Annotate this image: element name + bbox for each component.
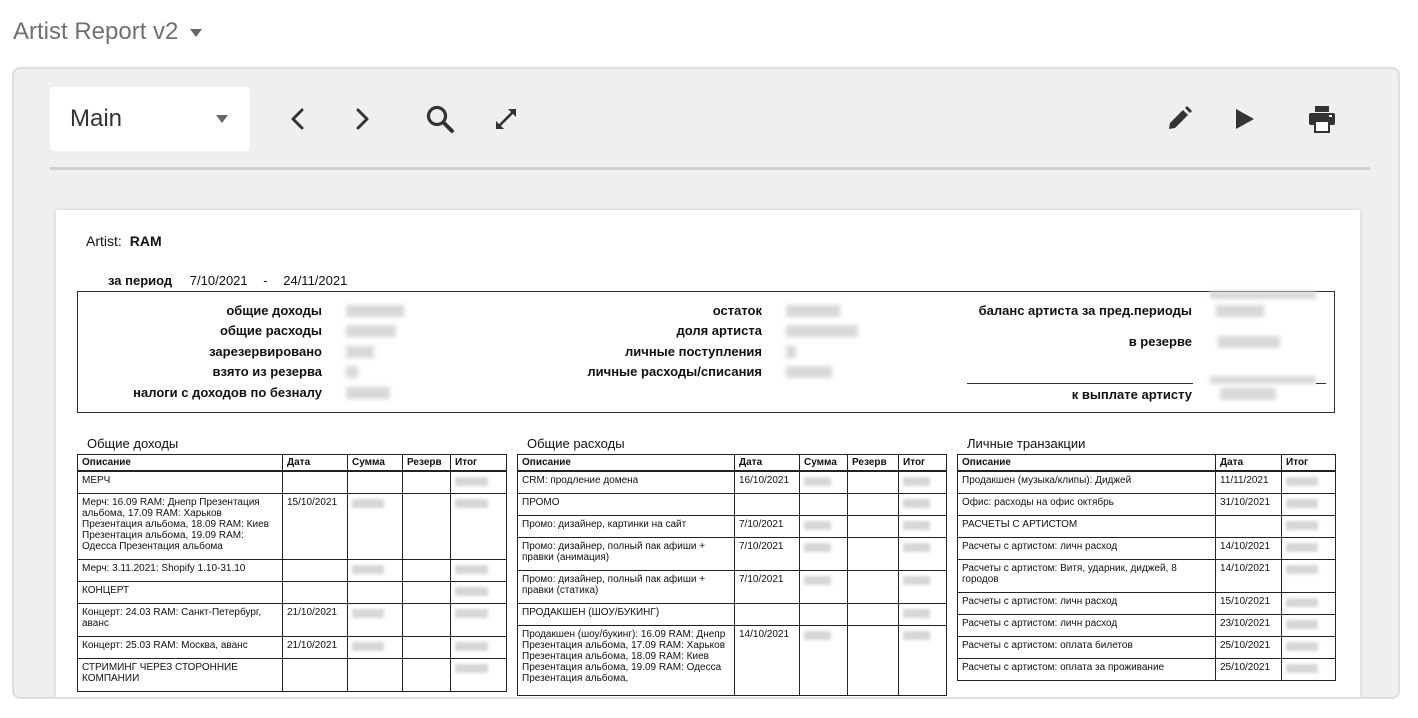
summary-label-total-expenses: общие расходы	[219, 323, 322, 338]
row-reserve	[403, 603, 451, 636]
hidden-value	[455, 565, 488, 574]
hidden-value	[804, 477, 831, 486]
hidden-value	[903, 499, 930, 508]
view-select[interactable]	[50, 87, 250, 151]
row-description: Расчеты с артистом: Витя, ударник, диджей, 8 городов	[958, 559, 1216, 592]
row-total	[899, 603, 947, 625]
summary-value-hidden	[1210, 291, 1316, 299]
row-total	[899, 625, 947, 695]
hidden-value	[352, 499, 384, 508]
row-date: 14/10/2021	[1216, 537, 1282, 559]
column-header: Описание	[518, 455, 735, 472]
row-description: Продакшен (шоу/букинг): 16.09 RAM: Днепр Презентация альбома, 17.09 RAM: Харьков Презентация альбома, 18.09 RAM: Киев Презентация альбома, 19.09 RAM: Одесса Презентация альбома,	[518, 625, 735, 695]
column-header: Дата	[1216, 455, 1282, 472]
summary-value-hidden	[786, 366, 832, 378]
row-total	[899, 471, 947, 493]
row-description: Продакшен (музыка/клипы): Диджей	[958, 471, 1216, 493]
run-button[interactable]	[1226, 101, 1262, 137]
summary-label-personal-expenses: личные расходы/списания	[587, 364, 762, 379]
column-header: Описание	[78, 455, 283, 472]
title-dropdown-caret-icon[interactable]	[190, 29, 202, 37]
column-header: Дата	[735, 455, 800, 472]
row-reserve	[848, 471, 899, 493]
summary-divider	[1316, 383, 1326, 384]
table-row	[78, 493, 507, 559]
prev-page-button[interactable]	[280, 101, 316, 137]
row-reserve	[403, 471, 451, 493]
search-icon	[425, 104, 455, 134]
summary-label-payout: к выплате артисту	[1071, 387, 1192, 402]
table-row	[518, 625, 947, 695]
row-amount	[800, 603, 848, 625]
view-select-value: Main	[70, 105, 123, 132]
row-reserve	[848, 493, 899, 515]
table-row	[78, 658, 507, 691]
play-icon	[1232, 107, 1256, 131]
table-row	[958, 493, 1336, 515]
table-row	[78, 581, 507, 603]
summary-label-personal-income: личные поступления	[625, 344, 762, 359]
column-header: Резерв	[403, 455, 451, 472]
column-header: Итог	[899, 455, 947, 472]
hidden-value	[352, 609, 384, 618]
hidden-value	[903, 609, 930, 618]
hidden-value	[455, 587, 488, 596]
row-date	[283, 471, 348, 493]
table-row	[958, 658, 1336, 680]
row-date: 11/11/2021	[1216, 471, 1282, 493]
row-amount	[800, 537, 848, 570]
row-description: CRM: продление домена	[518, 471, 735, 493]
artist-name: RAM	[129, 233, 162, 249]
table-row	[518, 493, 947, 515]
hidden-value	[804, 631, 831, 640]
summary-value-hidden	[1216, 305, 1264, 317]
table-row	[958, 559, 1336, 592]
row-description: Офис: расходы на офис октябрь	[958, 493, 1216, 515]
income-table	[77, 454, 507, 692]
expand-icon	[493, 106, 519, 132]
hidden-value	[455, 499, 488, 508]
hidden-value	[1286, 521, 1318, 530]
chevron-right-icon	[352, 107, 372, 131]
row-date: 7/10/2021	[735, 570, 800, 603]
hidden-value	[455, 477, 488, 486]
summary-label-taken-from-reserve: взято из резерва	[212, 364, 322, 379]
print-icon	[1307, 104, 1337, 134]
row-total	[451, 603, 507, 636]
row-total	[1282, 658, 1336, 680]
row-total	[1282, 636, 1336, 658]
row-total	[451, 658, 507, 691]
row-date: 14/10/2021	[1216, 559, 1282, 592]
row-amount	[348, 559, 403, 581]
column-header: Дата	[283, 455, 348, 472]
row-description: ПРОМО	[518, 493, 735, 515]
row-description: Расчеты с артистом: личн расход	[958, 537, 1216, 559]
row-description: МЕРЧ	[78, 471, 283, 493]
row-description: Концерт: 24.03 RAM: Санкт-Петербург, аванс	[78, 603, 283, 636]
row-total	[1282, 537, 1336, 559]
income-section-title: Общие доходы	[87, 436, 179, 451]
summary-value-hidden	[786, 305, 840, 317]
column-header: Сумма	[348, 455, 403, 472]
table-row	[958, 537, 1336, 559]
row-reserve	[403, 493, 451, 559]
column-header: Резерв	[848, 455, 899, 472]
row-date: 25/10/2021	[1216, 636, 1282, 658]
table-row	[958, 592, 1336, 614]
row-amount	[348, 636, 403, 658]
row-reserve	[403, 636, 451, 658]
summary-label-cashless-taxes: налоги с доходов по безналу	[133, 385, 322, 400]
table-row	[78, 636, 507, 658]
period-separator: -	[263, 273, 268, 288]
row-reserve	[848, 603, 899, 625]
table-row	[518, 515, 947, 537]
hidden-value	[1286, 598, 1318, 607]
row-description: ПРОДАКШЕН (ШОУ/БУКИНГ)	[518, 603, 735, 625]
page-title[interactable]	[13, 18, 202, 46]
row-description: Мерч: 3.11.2021: Shopify 1.10-31.10	[78, 559, 283, 581]
row-amount	[348, 493, 403, 559]
hidden-value	[804, 543, 831, 552]
row-total	[1282, 493, 1336, 515]
row-total	[1282, 559, 1336, 592]
row-date: 16/10/2021	[735, 471, 800, 493]
hidden-value	[352, 642, 384, 651]
hidden-value	[1286, 565, 1318, 574]
hidden-value	[903, 521, 930, 530]
summary-value-hidden	[1220, 388, 1276, 400]
column-header: Итог	[451, 455, 507, 472]
report-page	[56, 210, 1360, 699]
summary-label-reserved: зарезервировано	[209, 344, 322, 359]
row-date: 15/10/2021	[283, 493, 348, 559]
row-description: КОНЦЕРТ	[78, 581, 283, 603]
summary-value-hidden	[1210, 376, 1316, 384]
table-row	[518, 471, 947, 493]
period-label: за период	[108, 273, 173, 288]
row-amount	[348, 603, 403, 636]
toolbar-divider	[50, 167, 1370, 170]
table-row	[78, 471, 507, 493]
row-date	[283, 658, 348, 691]
chevron-down-icon	[216, 115, 228, 123]
period-from: 7/10/2021	[189, 273, 248, 288]
hidden-value	[804, 521, 831, 530]
row-date: 21/10/2021	[283, 603, 348, 636]
report-viewer	[12, 67, 1400, 699]
row-amount	[348, 658, 403, 691]
row-amount	[800, 570, 848, 603]
summary-label-in-reserve: в резерве	[1128, 334, 1192, 349]
summary-value-hidden	[1218, 336, 1280, 348]
artist-line	[86, 233, 162, 249]
page-title-text: Artist Report v2	[13, 18, 179, 45]
summary-value-hidden	[346, 366, 358, 378]
row-reserve	[848, 570, 899, 603]
toolbar	[50, 87, 1370, 151]
row-description: Промо: дизайнер, полный пак афиши + правки (статика)	[518, 570, 735, 603]
row-total	[1282, 592, 1336, 614]
summary-label-balance: остаток	[712, 303, 762, 318]
row-description: Расчеты с артистом: оплата билетов	[958, 636, 1216, 658]
chevron-left-icon	[288, 107, 308, 131]
row-date	[735, 603, 800, 625]
personal-table	[957, 454, 1336, 681]
summary-box	[77, 291, 1335, 413]
hidden-value	[804, 576, 831, 585]
hidden-value	[455, 664, 488, 673]
row-total	[451, 471, 507, 493]
row-reserve	[403, 658, 451, 691]
hidden-value	[1286, 642, 1318, 651]
row-description: РАСЧЕТЫ С АРТИСТОМ	[958, 515, 1216, 537]
summary-value-hidden	[786, 346, 796, 358]
table-row	[78, 603, 507, 636]
row-total	[451, 581, 507, 603]
summary-value-hidden	[346, 305, 404, 317]
row-date: 31/10/2021	[1216, 493, 1282, 515]
row-date	[283, 581, 348, 603]
row-total	[451, 636, 507, 658]
hidden-value	[903, 543, 930, 552]
summary-value-hidden	[346, 325, 396, 337]
row-description: Концерт: 25.03 RAM: Москва, аванс	[78, 636, 283, 658]
row-description: Расчеты с артистом: личн расход	[958, 592, 1216, 614]
print-button[interactable]	[1304, 101, 1340, 137]
expenses-table	[517, 454, 947, 696]
hidden-value	[903, 576, 930, 585]
hidden-value	[1286, 499, 1318, 508]
row-date: 15/10/2021	[1216, 592, 1282, 614]
row-description: Расчеты с артистом: личн расход	[958, 614, 1216, 636]
row-date	[1216, 515, 1282, 537]
row-description: Промо: дизайнер, полный пак афиши + правки (анимация)	[518, 537, 735, 570]
row-date: 21/10/2021	[283, 636, 348, 658]
row-amount	[348, 471, 403, 493]
search-button[interactable]	[422, 101, 458, 137]
hidden-value	[1286, 477, 1318, 486]
row-total	[899, 537, 947, 570]
table-row	[958, 614, 1336, 636]
table-row	[78, 559, 507, 581]
period-to: 24/11/2021	[283, 273, 348, 288]
row-reserve	[848, 537, 899, 570]
pencil-icon	[1165, 105, 1193, 133]
row-date: 7/10/2021	[735, 515, 800, 537]
summary-label-total-income: общие доходы	[226, 303, 322, 318]
row-date	[283, 559, 348, 581]
row-description: Мерч: 16.09 RAM: Днепр Презентация альбома, 17.09 RAM: Харьков Презентация альбома, 18.09 RAM: Киев Презентация альбома, 19.09 RAM: Одесса Презентация альбома	[78, 493, 283, 559]
row-total	[1282, 471, 1336, 493]
row-amount	[800, 493, 848, 515]
hidden-value	[455, 609, 488, 618]
period-line	[108, 273, 347, 288]
hidden-value	[1286, 664, 1318, 673]
hidden-value	[903, 477, 930, 486]
row-total	[899, 570, 947, 603]
personal-table-header	[958, 455, 1336, 472]
row-amount	[800, 471, 848, 493]
table-row	[958, 636, 1336, 658]
personal-section-title: Личные транзакции	[967, 436, 1086, 451]
artist-label: Artist:	[86, 233, 122, 249]
row-amount	[348, 581, 403, 603]
row-total	[1282, 515, 1336, 537]
row-total	[451, 493, 507, 559]
summary-value-hidden	[346, 346, 374, 358]
table-row	[518, 537, 947, 570]
row-amount	[800, 515, 848, 537]
row-date: 7/10/2021	[735, 537, 800, 570]
hidden-value	[903, 631, 930, 640]
summary-label-artist-share: доля артиста	[676, 323, 762, 338]
row-date: 23/10/2021	[1216, 614, 1282, 636]
row-total	[899, 515, 947, 537]
row-amount	[800, 625, 848, 695]
fullscreen-button[interactable]	[488, 101, 524, 137]
table-row	[518, 603, 947, 625]
summary-divider	[967, 383, 1193, 384]
row-description: Промо: дизайнер, картинки на сайт	[518, 515, 735, 537]
row-reserve	[848, 625, 899, 695]
summary-value-hidden	[346, 387, 390, 399]
row-date: 14/10/2021	[735, 625, 800, 695]
row-total	[899, 493, 947, 515]
row-date: 25/10/2021	[1216, 658, 1282, 680]
row-description: Расчеты с артистом: оплата за проживание	[958, 658, 1216, 680]
row-reserve	[403, 581, 451, 603]
hidden-value	[1286, 620, 1318, 629]
table-row	[958, 515, 1336, 537]
row-date	[735, 493, 800, 515]
row-total	[451, 559, 507, 581]
table-row	[958, 471, 1336, 493]
next-page-button[interactable]	[344, 101, 380, 137]
hidden-value	[1286, 543, 1318, 552]
row-description: СТРИМИНГ ЧЕРЕЗ СТОРОННИЕ КОМПАНИИ	[78, 658, 283, 691]
hidden-value	[455, 642, 488, 651]
column-header: Итог	[1282, 455, 1336, 472]
summary-value-hidden	[786, 325, 858, 337]
expenses-table-header	[518, 455, 947, 472]
hidden-value	[352, 565, 384, 574]
edit-button[interactable]	[1161, 101, 1197, 137]
income-table-header	[78, 455, 507, 472]
row-reserve	[848, 515, 899, 537]
summary-label-previous-balance: баланс артиста за пред.периоды	[978, 303, 1192, 318]
row-total	[1282, 614, 1336, 636]
table-row	[518, 570, 947, 603]
expenses-section-title: Общие расходы	[527, 436, 625, 451]
row-reserve	[403, 559, 451, 581]
column-header: Описание	[958, 455, 1216, 472]
column-header: Сумма	[800, 455, 848, 472]
